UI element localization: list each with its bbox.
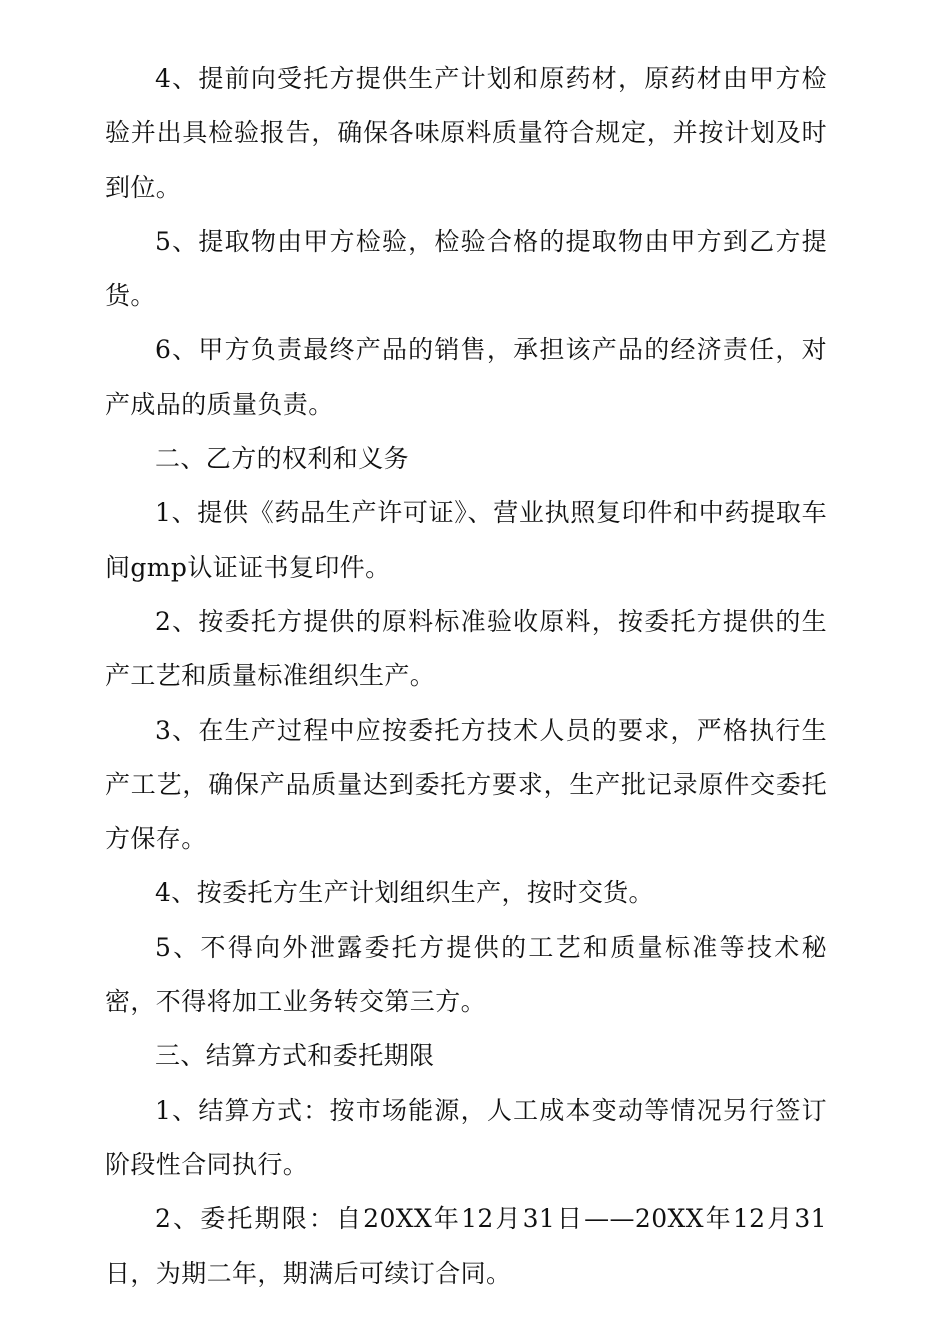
section-heading-settlement: 三、结算方式和委托期限 [155, 1041, 435, 1071]
clause-b4-delivery: 4、按委托方生产计划组织生产，按时交货。 [155, 878, 654, 908]
clause-b1-licenses: 1、提供《药品生产许可证》、营业执照复印件和中药提取车间gmp认证证书复印件。 [105, 498, 827, 582]
clause-b5-confidentiality: 5、不得向外泄露委托方提供的工艺和质量标准等技术秘密，不得将加工业务转交第三方。 [105, 932, 827, 1017]
clause-c1-settlement: 1、结算方式：按市场能源，人工成本变动等情况另行签订阶段性合同执行。 [105, 1095, 827, 1179]
clause-b3-process: 3、在生产过程中应按委托方技术人员的要求，严格执行生产工艺，确保产品质量达到委托方要求，生产批记录原件交委托方保存。 [105, 715, 827, 854]
clause-c2-term: 2、委托期限：自20XX年12月31日——20XX年12月31日，为期二年，期满后可续订合同。 [105, 1204, 827, 1288]
section-heading-party-b: 二、乙方的权利和义务 [155, 444, 410, 474]
clause-a5-extract-inspection: 5、提取物由甲方检验，检验合格的提取物由甲方到乙方提货。 [105, 226, 827, 311]
clause-b2-acceptance: 2、按委托方提供的原料标准验收原料，按委托方提供的生产工艺和质量标准组织生产。 [105, 606, 827, 691]
clause-a6-sales-responsibility: 6、甲方负责最终产品的销售，承担该产品的经济责任，对产成品的质量负责。 [105, 335, 827, 419]
clause-a4-submit-plan: 4、提前向受托方提供生产计划和原药材，原药材由甲方检验并出具检验报告，确保各味原料质量符合规定，并按计划及时到位。 [105, 64, 827, 202]
document-page [105, 52, 827, 1301]
